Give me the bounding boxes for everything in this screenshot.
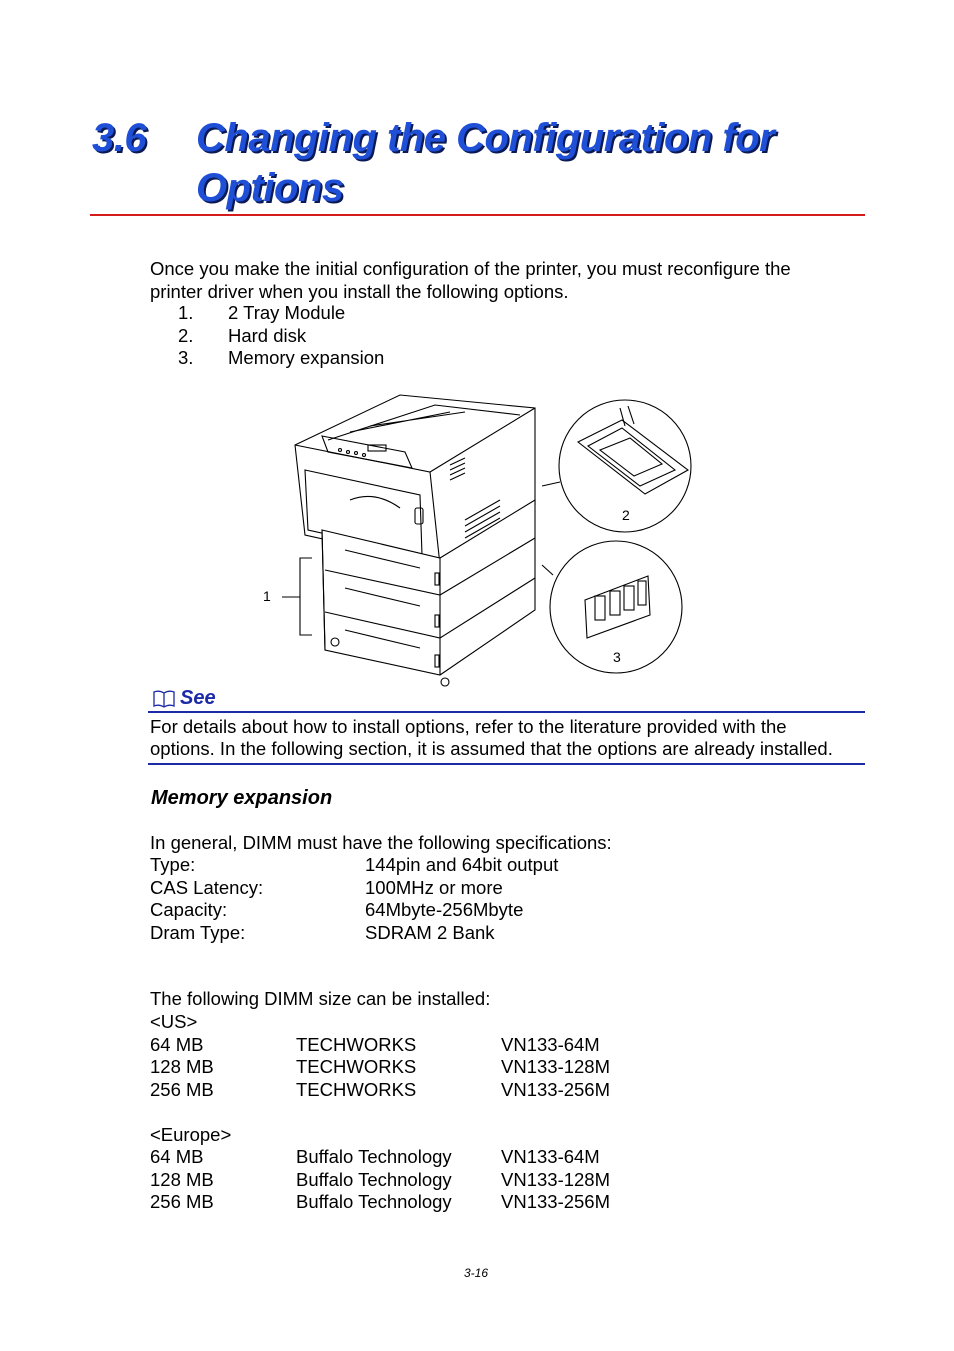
dimm-size: 256 MB [150, 1079, 214, 1100]
spec-value: 144pin and 64bit output [365, 854, 559, 875]
dimm-vendor: Buffalo Technology [296, 1146, 452, 1167]
size-intro: The following DIMM size can be installed: [150, 988, 491, 1009]
spec-value: 100MHz or more [365, 877, 503, 898]
intro-line-1: Once you make the initial configuration of the printer, you must reconfigure the [150, 258, 791, 279]
spec-label: CAS Latency: [150, 877, 264, 898]
printer-options-illustration [250, 390, 700, 690]
list-item-number: 3. [178, 347, 194, 368]
region-label-us: <US> [150, 1011, 198, 1032]
list-item-label: Hard disk [228, 325, 307, 346]
list-item [178, 347, 193, 370]
see-title: See [180, 687, 216, 709]
heading-divider [90, 214, 865, 216]
see-bottom-rule [148, 763, 865, 765]
callout-label: 1 [263, 588, 271, 604]
callout-label: 2 [622, 507, 630, 523]
list-item-number: 1. [178, 302, 194, 323]
dimm-vendor: Buffalo Technology [296, 1191, 452, 1212]
section-number: 3.6 [92, 116, 147, 160]
dimm-size: 64 MB [150, 1034, 204, 1055]
dimm-part: VN133-64M [501, 1146, 600, 1167]
list-item-number: 2. [178, 325, 194, 346]
list-item [178, 325, 193, 348]
list-item [178, 302, 193, 325]
spec-label: Dram Type: [150, 922, 246, 943]
list-item-label: 2 Tray Module [228, 302, 346, 323]
dimm-vendor: Buffalo Technology [296, 1169, 452, 1190]
dimm-part: VN133-256M [501, 1191, 611, 1212]
see-text-line-2: options. In the following section, it is assumed that the options are already installed. [150, 738, 833, 759]
book-icon [152, 689, 176, 709]
dimm-size: 128 MB [150, 1056, 214, 1077]
callout-label: 3 [613, 649, 621, 665]
see-text-line-1: For details about how to install options, refer to the literature provided with the [150, 716, 787, 737]
spec-intro: In general, DIMM must have the following specifications: [150, 832, 612, 853]
dimm-part: VN133-256M [501, 1079, 611, 1100]
section-subheading: Memory expansion [151, 787, 333, 809]
spec-value: SDRAM 2 Bank [365, 922, 495, 943]
page-title-line-1: Changing the Configuration for [196, 116, 775, 160]
spec-value: 64Mbyte-256Mbyte [365, 899, 524, 920]
dimm-vendor: TECHWORKS [296, 1056, 417, 1077]
intro-line-2: printer driver when you install the following options. [150, 281, 569, 302]
region-label-europe: <Europe> [150, 1124, 232, 1145]
dimm-part: VN133-128M [501, 1056, 611, 1077]
dimm-size: 256 MB [150, 1191, 214, 1212]
page-title-line-2: Options [196, 166, 344, 210]
dimm-part: VN133-128M [501, 1169, 611, 1190]
spec-label: Capacity: [150, 899, 228, 920]
dimm-part: VN133-64M [501, 1034, 600, 1055]
dimm-vendor: TECHWORKS [296, 1079, 417, 1100]
dimm-size: 64 MB [150, 1146, 204, 1167]
list-item-label: Memory expansion [228, 347, 385, 368]
spec-label: Type: [150, 854, 196, 875]
dimm-size: 128 MB [150, 1169, 214, 1190]
dimm-vendor: TECHWORKS [296, 1034, 417, 1055]
page-number: 3-16 [464, 1266, 489, 1280]
see-top-rule [148, 711, 865, 713]
